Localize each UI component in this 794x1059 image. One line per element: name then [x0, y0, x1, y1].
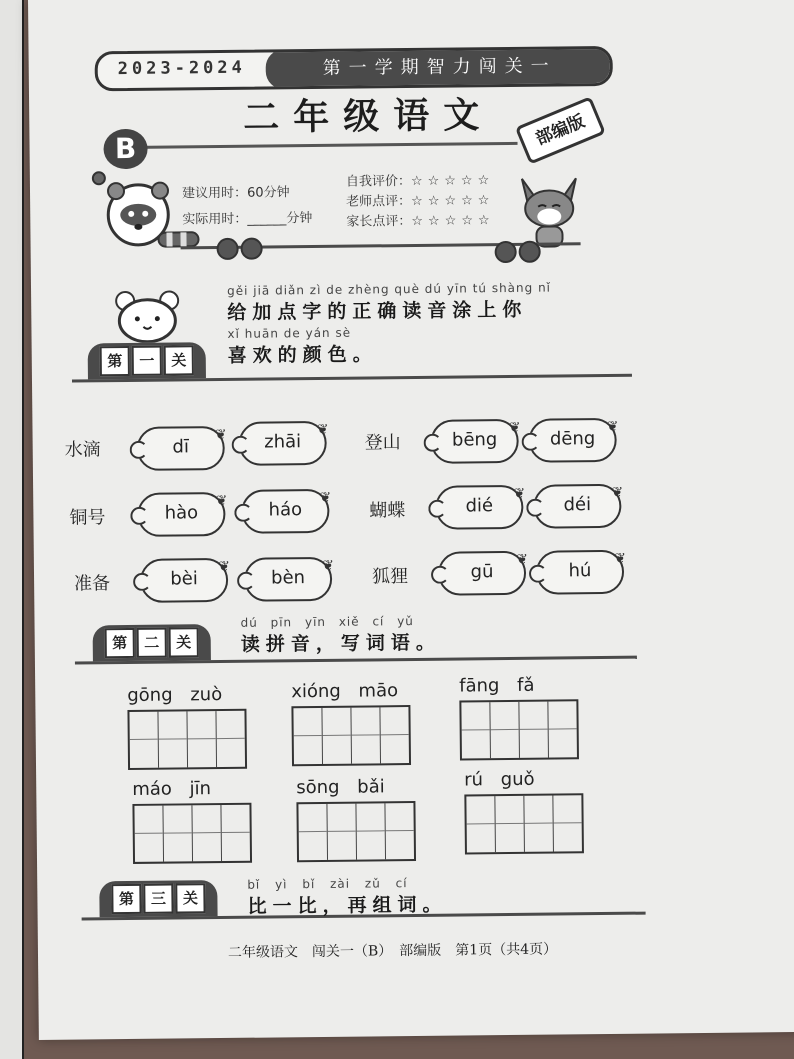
target-word: 登山 [364, 432, 401, 454]
grid-cell [466, 796, 496, 852]
grid-cell [461, 702, 491, 758]
edition-badge: 部编版 [515, 96, 606, 164]
writing-grid-group [296, 776, 416, 862]
wing-icon: ❦ [316, 421, 329, 438]
wing-icon: ❦ [516, 551, 528, 568]
grid-cell [298, 804, 328, 860]
evaluation-label: 老师点评： [346, 193, 412, 210]
suggested-time-value: 60分钟 [246, 185, 290, 201]
target-word: 水滴 [64, 439, 101, 461]
left-page-edge [0, 0, 24, 1059]
bear-mascot-icon [113, 290, 182, 343]
decor-dot [495, 241, 517, 263]
semester-header [95, 46, 613, 91]
pinyin-option-cloud[interactable] [438, 551, 526, 596]
decor-dot [92, 171, 106, 185]
writing-grid[interactable] [296, 801, 416, 862]
writing-grid-group [127, 684, 247, 770]
pinyin-option-cloud[interactable] [140, 558, 231, 603]
star-rating[interactable]: ☆☆☆☆☆ [411, 213, 495, 229]
actual-time-label: 实际用时： [182, 211, 248, 228]
writing-grid[interactable] [459, 699, 579, 760]
grid-pinyin: gōng zuò [127, 684, 223, 706]
grid-pinyin: sōng bǎi [296, 776, 385, 799]
star-rating[interactable]: ☆☆☆☆☆ [411, 193, 495, 209]
grid-pinyin: rú guǒ [464, 768, 535, 791]
writing-grid[interactable] [464, 793, 584, 854]
pinyin-option-cloud[interactable] [430, 419, 521, 464]
fox-mascot-icon [514, 174, 585, 251]
wing-icon: ❦ [322, 557, 335, 574]
pinyin-option-cloud[interactable] [137, 492, 228, 537]
target-word: 准备 [74, 573, 111, 595]
instruction-pinyin: bǐ yì bǐ zài zǔ cí [247, 876, 408, 892]
page-footer: 二年级语文 闯关一（B） 部编版 第1页（共4页） [227, 941, 558, 961]
grid-cell [519, 702, 549, 758]
grid-cell [495, 796, 525, 852]
writing-grid-group [464, 768, 584, 854]
grid-cell [351, 707, 381, 763]
grid-cell [134, 806, 164, 862]
page-title: 二年级语文 [243, 95, 494, 139]
decor-dot [241, 238, 263, 260]
wing-icon: ❦ [218, 558, 231, 576]
option-text: zhāi [264, 431, 302, 453]
grid-cell [553, 795, 582, 851]
grid-cell [548, 701, 577, 757]
level-2-badge [93, 624, 211, 661]
teacher-evaluation [346, 189, 494, 210]
instruction-pinyin: gěi jiā diǎn zì de zhèng què dú yīn tú shàng nǐ [226, 280, 552, 298]
level-1-instruction [227, 281, 552, 368]
wing-icon: ❦ [614, 550, 626, 567]
grid-cell [163, 805, 193, 861]
badge-char: 关 [164, 345, 194, 375]
option-text: bēng [451, 429, 498, 451]
actual-time [182, 207, 312, 227]
grid-cell [490, 702, 520, 758]
option-text: hào [164, 502, 199, 524]
badge-char: 三 [143, 884, 173, 914]
self-evaluation [346, 169, 494, 190]
pinyin-option-cloud[interactable] [136, 426, 227, 471]
option-text: háo [268, 499, 303, 521]
target-word: 铜号 [69, 507, 106, 529]
target-word: 蝴蝶 [369, 500, 406, 522]
writing-grid-group [291, 680, 411, 766]
grid-cell [158, 711, 188, 767]
option-text: gū [470, 561, 494, 583]
parent-evaluation [346, 209, 494, 230]
pinyin-option-cloud[interactable] [528, 418, 619, 463]
actual-time-unit: 分钟 [286, 211, 313, 227]
writing-grid-group [132, 778, 252, 864]
option-text: dēng [549, 428, 596, 450]
option-text: bèi [170, 568, 198, 590]
instruction-pinyin: dú pīn yīn xiě cí yǔ [240, 613, 414, 630]
option-text: dié [465, 495, 494, 517]
badge-char: 第 [105, 628, 135, 658]
level-3-badge [99, 880, 217, 917]
grid-cell [327, 804, 357, 860]
instruction-pinyin: xǐ huān de yán sè [227, 325, 352, 341]
pinyin-option-cloud[interactable] [241, 489, 332, 534]
grid-cell [356, 803, 386, 859]
writing-grid[interactable] [132, 803, 252, 864]
suggested-time [182, 181, 290, 201]
level-1-badge [88, 342, 206, 379]
badge-char: 关 [169, 627, 199, 657]
instruction-text: 给加点字的正确读音涂上你 [227, 298, 528, 324]
grid-cell [322, 708, 352, 764]
worksheet-page [28, 0, 794, 1040]
badge-char: 一 [132, 346, 162, 376]
grid-cell [293, 708, 323, 764]
wing-icon: ❦ [611, 484, 624, 501]
evaluation-label: 自我评价： [345, 174, 412, 190]
option-text: bèn [270, 567, 306, 589]
level-3-instruction [247, 876, 447, 919]
pinyin-option-cloud[interactable] [533, 484, 624, 529]
instruction-text: 喜欢的颜色。 [227, 343, 378, 367]
grid-pinyin: fāng fǎ [459, 674, 535, 697]
writing-grid[interactable] [291, 705, 411, 766]
wing-icon: ❦ [214, 426, 227, 444]
grid-cell [129, 712, 159, 768]
wing-icon: ❦ [319, 489, 332, 506]
writing-grid[interactable] [127, 709, 247, 770]
badge-char: 第 [111, 884, 141, 914]
badge-char: 第 [100, 346, 130, 376]
grid-cell [216, 711, 245, 767]
decor-dot [519, 241, 541, 263]
grid-cell [187, 711, 217, 767]
wing-icon: ❦ [513, 485, 526, 502]
semester-title: 第一学期智力闯关一 [266, 46, 613, 90]
option-text: déi [563, 494, 592, 516]
decor-dot [217, 238, 239, 260]
grid-cell [192, 805, 222, 861]
pinyin-option-cloud[interactable] [238, 421, 329, 466]
badge-char: 关 [175, 883, 205, 913]
wing-icon: ❦ [508, 419, 521, 436]
instruction-text: 读拼音，写词语。 [240, 631, 441, 656]
target-word: 狐狸 [371, 566, 409, 588]
pinyin-option-cloud[interactable] [244, 557, 335, 602]
pinyin-option-cloud[interactable] [536, 550, 624, 595]
actual-time-blank[interactable]: ______ [247, 211, 287, 227]
grid-pinyin: xióng māo [291, 680, 399, 703]
grid-pinyin: máo jīn [132, 778, 212, 800]
pinyin-option-cloud[interactable] [435, 485, 526, 530]
instruction-text: 比一比，再组词。 [247, 893, 448, 918]
grid-cell [524, 796, 554, 852]
evaluation-label: 家长点评： [346, 213, 412, 230]
title-underline [138, 142, 518, 149]
grid-cell [385, 803, 414, 859]
star-rating[interactable]: ☆☆☆☆☆ [410, 173, 495, 189]
wing-icon: ❦ [215, 492, 228, 510]
level-2-instruction [240, 614, 440, 657]
school-year: 2023-2024 [117, 57, 246, 80]
grid-cell [380, 707, 409, 763]
version-badge: B [103, 129, 147, 169]
wing-icon: ❦ [606, 418, 619, 435]
grid-cell [221, 805, 250, 861]
option-text: hú [568, 560, 592, 582]
writing-grid-group [459, 674, 579, 760]
option-text: dī [172, 436, 190, 458]
badge-char: 二 [137, 628, 167, 658]
suggested-time-label: 建议用时： [181, 185, 248, 202]
